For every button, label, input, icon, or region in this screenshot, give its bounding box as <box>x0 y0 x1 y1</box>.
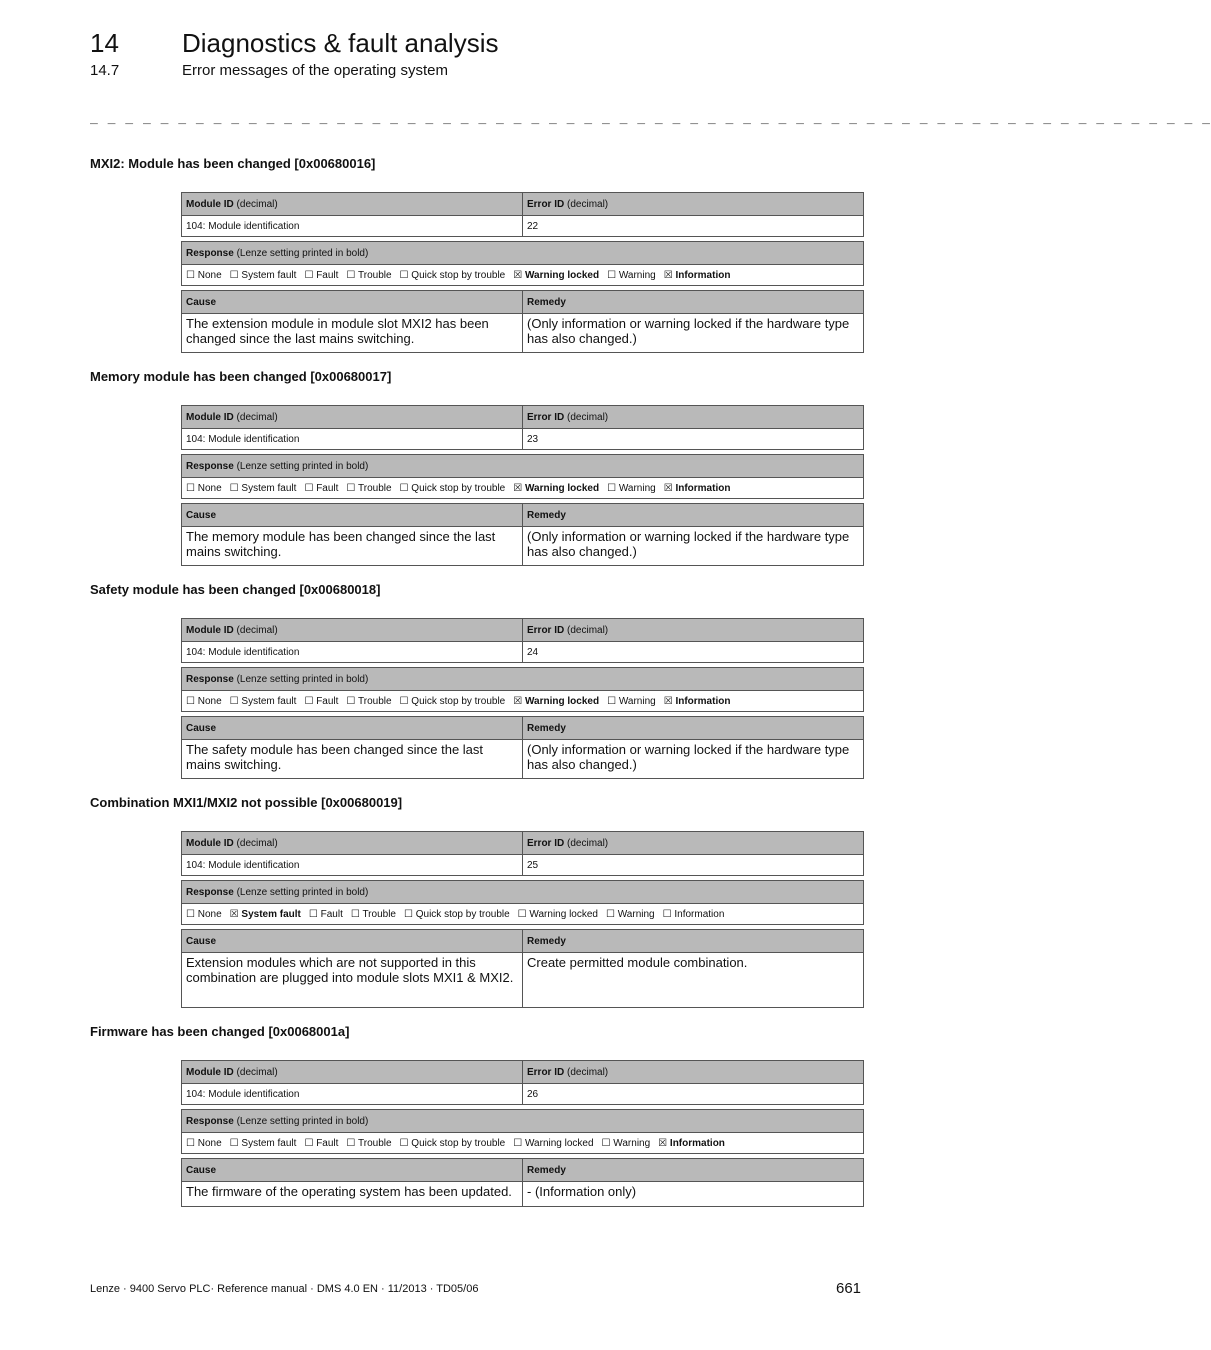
response-option-label: System fault <box>241 695 297 707</box>
response-option-label: Warning locked <box>524 269 600 281</box>
response-option-label: None <box>197 482 222 494</box>
response-option-label: Fault <box>316 482 339 494</box>
response-option <box>513 483 599 494</box>
remedy-text: Create permitted module combination. <box>523 953 864 1008</box>
response-option-label: Warning <box>618 695 656 707</box>
unchecked-box-icon: ☐ <box>229 695 239 707</box>
cause-header: Cause <box>182 717 523 740</box>
id-table <box>181 618 864 663</box>
response-option <box>607 483 656 494</box>
response-option-label: System fault <box>241 908 301 920</box>
response-option <box>186 483 222 494</box>
response-options <box>182 1133 864 1154</box>
response-options <box>182 478 864 499</box>
checked-box-icon: ☒ <box>513 482 523 494</box>
response-option <box>186 1138 222 1149</box>
cause-remedy-row <box>182 314 864 353</box>
response-option-label: Warning <box>618 269 656 281</box>
id-header-row <box>182 1061 864 1084</box>
response-header-row <box>182 668 864 691</box>
response-option <box>513 1138 593 1149</box>
response-option-label: None <box>197 1137 222 1149</box>
unchecked-box-icon: ☐ <box>186 1137 195 1149</box>
response-option-label: Information <box>675 482 731 494</box>
response-option <box>664 270 731 281</box>
response-options-row <box>182 691 864 712</box>
module-id-header-suffix: (decimal) <box>233 198 278 210</box>
unchecked-box-icon: ☐ <box>346 1137 356 1149</box>
cause-remedy-row <box>182 1182 864 1207</box>
response-option <box>346 270 391 281</box>
response-header-suffix: (Lenze setting printed in bold) <box>233 247 369 259</box>
error-id-header-bold: Error ID <box>527 837 565 849</box>
cause-remedy-table <box>181 503 864 566</box>
checked-box-icon: ☒ <box>663 269 673 281</box>
unchecked-box-icon: ☐ <box>229 1137 239 1149</box>
response-option <box>304 696 338 707</box>
response-option-label: Fault <box>316 695 339 707</box>
response-options-row <box>182 904 864 925</box>
response-option-label: Warning locked <box>524 482 600 494</box>
chapter-title: Diagnostics & fault analysis <box>182 28 499 58</box>
response-header-suffix: (Lenze setting printed in bold) <box>233 886 369 898</box>
module-id-header-bold: Module ID <box>186 411 234 423</box>
error-tables <box>181 192 864 353</box>
response-header <box>182 455 864 478</box>
error-id-header-bold: Error ID <box>527 624 565 636</box>
cause-header: Cause <box>182 504 523 527</box>
unchecked-box-icon: ☐ <box>601 1137 611 1149</box>
response-option <box>230 1138 297 1149</box>
response-option <box>304 483 338 494</box>
module-id-header-bold: Module ID <box>186 837 234 849</box>
unchecked-box-icon: ☐ <box>607 482 617 494</box>
error-tables <box>181 831 864 1008</box>
cause-remedy-header-row <box>182 504 864 527</box>
unchecked-box-icon: ☐ <box>513 1137 523 1149</box>
response-option-label: Quick stop by trouble <box>411 1137 506 1149</box>
remedy-header: Remedy <box>523 291 864 314</box>
response-header <box>182 881 864 904</box>
error-section <box>90 1024 864 1199</box>
response-option-label: Information <box>675 695 731 707</box>
cause-remedy-header-row <box>182 930 864 953</box>
unchecked-box-icon: ☐ <box>346 482 356 494</box>
error-section-title: Firmware has been changed [0x0068001a] <box>90 1024 350 1039</box>
response-option <box>658 1138 725 1149</box>
error-id-value: 22 <box>523 216 864 237</box>
response-option <box>664 696 731 707</box>
error-section <box>90 795 864 985</box>
error-section <box>90 582 864 772</box>
unchecked-box-icon: ☐ <box>304 695 314 707</box>
response-header-row <box>182 242 864 265</box>
response-table <box>181 880 864 925</box>
id-value-row <box>182 216 864 237</box>
response-header-bold: Response <box>186 460 234 472</box>
error-id-header-bold: Error ID <box>527 198 565 210</box>
response-header-row <box>182 1110 864 1133</box>
header-separator: _ _ _ _ _ _ _ _ _ _ _ _ _ _ _ _ _ _ _ _ _ _ _ _ _ _ _ _ _ _ _ _ _ _ _ _ _ _ _ _ _ _ _ _ _ _ _ _ _ _ _ _ _ _ _ _ _ _ _ _ _ _ _ _ <box>90 110 1211 125</box>
module-id-header-suffix: (decimal) <box>233 411 278 423</box>
response-header-bold: Response <box>186 673 234 685</box>
remedy-header: Remedy <box>523 1159 864 1182</box>
cause-remedy-table <box>181 290 864 353</box>
response-option-label: Quick stop by trouble <box>411 482 506 494</box>
response-option-label: Fault <box>320 908 343 920</box>
response-option-label: Trouble <box>362 908 396 920</box>
error-id-header <box>523 619 864 642</box>
error-tables <box>181 618 864 779</box>
response-option <box>346 1138 391 1149</box>
error-id-header-suffix: (decimal) <box>564 411 609 423</box>
error-id-header <box>523 406 864 429</box>
response-option <box>607 270 656 281</box>
unchecked-box-icon: ☐ <box>399 695 409 707</box>
unchecked-box-icon: ☐ <box>662 908 672 920</box>
module-id-value: 104: Module identification <box>182 642 523 663</box>
response-option-label: Warning locked <box>529 908 598 920</box>
chapter-number: 14 <box>90 28 119 58</box>
checked-box-icon: ☒ <box>663 482 673 494</box>
unchecked-box-icon: ☐ <box>186 908 195 920</box>
response-header-row <box>182 455 864 478</box>
response-option <box>664 483 731 494</box>
unchecked-box-icon: ☐ <box>186 482 195 494</box>
unchecked-box-icon: ☐ <box>399 269 409 281</box>
module-id-value: 104: Module identification <box>182 216 523 237</box>
response-option <box>400 483 506 494</box>
cause-text: The safety module has been changed since the last mains switching. <box>182 740 523 779</box>
id-header-row <box>182 193 864 216</box>
response-option <box>346 483 391 494</box>
response-table <box>181 241 864 286</box>
response-option <box>186 696 222 707</box>
response-option-label: Fault <box>316 1137 339 1149</box>
checked-box-icon: ☒ <box>513 269 523 281</box>
response-header-suffix: (Lenze setting printed in bold) <box>233 673 369 685</box>
response-options <box>182 904 864 925</box>
unchecked-box-icon: ☐ <box>517 908 527 920</box>
unchecked-box-icon: ☐ <box>607 269 617 281</box>
cause-text: The memory module has been changed since the last mains switching. <box>182 527 523 566</box>
error-id-value: 25 <box>523 855 864 876</box>
cause-remedy-header-row <box>182 1159 864 1182</box>
cause-remedy-header-row <box>182 717 864 740</box>
unchecked-box-icon: ☐ <box>229 482 239 494</box>
cause-remedy-row <box>182 527 864 566</box>
cause-remedy-table <box>181 929 864 1008</box>
error-id-header-suffix: (decimal) <box>564 837 609 849</box>
id-header-row <box>182 406 864 429</box>
response-option <box>606 909 655 920</box>
unchecked-box-icon: ☐ <box>346 695 356 707</box>
response-option <box>400 1138 506 1149</box>
unchecked-box-icon: ☐ <box>304 482 314 494</box>
unchecked-box-icon: ☐ <box>186 269 195 281</box>
page-number: 661 <box>836 1280 862 1297</box>
unchecked-box-icon: ☐ <box>607 695 617 707</box>
response-option-label: Trouble <box>358 482 392 494</box>
response-options-row <box>182 265 864 286</box>
cause-header: Cause <box>182 930 523 953</box>
id-table <box>181 192 864 237</box>
error-section-title: MXI2: Module has been changed [0x00680016] <box>90 156 376 171</box>
cause-remedy-row <box>182 953 864 1008</box>
unchecked-box-icon: ☐ <box>346 269 356 281</box>
error-section <box>90 156 864 346</box>
module-id-header <box>182 406 523 429</box>
response-header-suffix: (Lenze setting printed in bold) <box>233 1115 369 1127</box>
response-table <box>181 454 864 499</box>
response-header <box>182 242 864 265</box>
error-tables <box>181 1060 864 1207</box>
cause-remedy-row <box>182 740 864 779</box>
id-value-row <box>182 642 864 663</box>
cause-text: Extension modules which are not supported in this combination are plugged into module slots MXI1 & MXI2. <box>182 953 523 1008</box>
response-option-label: Trouble <box>358 269 392 281</box>
id-table <box>181 1060 864 1105</box>
response-header-row <box>182 881 864 904</box>
response-header <box>182 668 864 691</box>
error-section-title: Combination MXI1/MXI2 not possible [0x00680019] <box>90 795 403 810</box>
response-option <box>607 696 656 707</box>
module-id-header-suffix: (decimal) <box>233 837 278 849</box>
unchecked-box-icon: ☐ <box>304 269 314 281</box>
unchecked-box-icon: ☐ <box>399 1137 409 1149</box>
error-id-header <box>523 1061 864 1084</box>
response-option-label: Information <box>674 908 725 920</box>
response-option <box>663 909 725 920</box>
response-option <box>513 270 599 281</box>
remedy-text: - (Information only) <box>523 1182 864 1207</box>
module-id-header <box>182 193 523 216</box>
remedy-header: Remedy <box>523 930 864 953</box>
response-table <box>181 1109 864 1154</box>
response-option-label: System fault <box>241 482 297 494</box>
response-header-bold: Response <box>186 247 234 259</box>
module-id-header-suffix: (decimal) <box>233 624 278 636</box>
response-header <box>182 1110 864 1133</box>
response-option-label: Warning locked <box>524 1137 594 1149</box>
response-options <box>182 265 864 286</box>
module-id-value: 104: Module identification <box>182 855 523 876</box>
response-option <box>304 1138 338 1149</box>
response-option-label: System fault <box>241 1137 297 1149</box>
response-options-row <box>182 478 864 499</box>
module-id-header-bold: Module ID <box>186 1066 234 1078</box>
id-table <box>181 831 864 876</box>
response-option <box>513 696 599 707</box>
error-section <box>90 369 864 559</box>
id-header-row <box>182 832 864 855</box>
response-header-suffix: (Lenze setting printed in bold) <box>233 460 369 472</box>
remedy-text: (Only information or warning locked if the hardware type has also changed.) <box>523 527 864 566</box>
response-option-label: Trouble <box>358 695 392 707</box>
error-id-value: 23 <box>523 429 864 450</box>
response-option <box>186 909 222 920</box>
error-section-title: Memory module has been changed [0x00680017] <box>90 369 392 384</box>
error-id-header-suffix: (decimal) <box>564 1066 609 1078</box>
error-id-header-bold: Error ID <box>527 411 565 423</box>
response-option-label: Warning <box>617 908 655 920</box>
footer-text: Lenze · 9400 Servo PLC· Reference manual · DMS 4.0 EN · 11/2013 · TD05/06 <box>90 1283 479 1295</box>
response-option-label: Fault <box>316 269 339 281</box>
module-id-header-bold: Module ID <box>186 198 234 210</box>
response-table <box>181 667 864 712</box>
cause-remedy-table <box>181 716 864 779</box>
response-option-label: Warning locked <box>524 695 600 707</box>
unchecked-box-icon: ☐ <box>399 482 409 494</box>
cause-text: The firmware of the operating system has been updated. <box>182 1182 523 1207</box>
remedy-header: Remedy <box>523 504 864 527</box>
response-option <box>346 696 391 707</box>
unchecked-box-icon: ☐ <box>403 908 413 920</box>
unchecked-box-icon: ☐ <box>605 908 615 920</box>
id-value-row <box>182 429 864 450</box>
id-header-row <box>182 619 864 642</box>
error-tables <box>181 405 864 566</box>
module-id-header-suffix: (decimal) <box>233 1066 278 1078</box>
module-id-header <box>182 1061 523 1084</box>
response-header-bold: Response <box>186 886 234 898</box>
error-id-value: 24 <box>523 642 864 663</box>
cause-text: The extension module in module slot MXI2 has been changed since the last mains switching. <box>182 314 523 353</box>
response-option <box>309 909 343 920</box>
section-number: 14.7 <box>90 62 120 79</box>
error-id-header-bold: Error ID <box>527 1066 565 1078</box>
response-option-label: None <box>197 269 222 281</box>
response-option-label: Information <box>669 1137 725 1149</box>
response-option-label: Quick stop by trouble <box>415 908 510 920</box>
checked-box-icon: ☒ <box>229 908 239 920</box>
module-id-value: 104: Module identification <box>182 429 523 450</box>
response-option <box>230 909 301 920</box>
response-option <box>602 1138 651 1149</box>
module-id-value: 104: Module identification <box>182 1084 523 1105</box>
response-options-row <box>182 1133 864 1154</box>
response-option-label: Warning <box>618 482 656 494</box>
unchecked-box-icon: ☐ <box>229 269 239 281</box>
unchecked-box-icon: ☐ <box>304 1137 314 1149</box>
section-title: Error messages of the operating system <box>182 62 448 79</box>
module-id-header-bold: Module ID <box>186 624 234 636</box>
response-option <box>518 909 598 920</box>
response-option <box>230 270 297 281</box>
unchecked-box-icon: ☐ <box>186 695 195 707</box>
error-id-header-suffix: (decimal) <box>564 198 609 210</box>
cause-remedy-table <box>181 1158 864 1207</box>
error-id-header-suffix: (decimal) <box>564 624 609 636</box>
response-option <box>400 270 506 281</box>
remedy-header: Remedy <box>523 717 864 740</box>
response-option-label: None <box>197 908 222 920</box>
response-option <box>230 696 297 707</box>
error-id-value: 26 <box>523 1084 864 1105</box>
response-option-label: Trouble <box>358 1137 392 1149</box>
cause-header: Cause <box>182 291 523 314</box>
response-option <box>186 270 222 281</box>
module-id-header <box>182 619 523 642</box>
id-table <box>181 405 864 450</box>
response-option-label: Quick stop by trouble <box>411 269 506 281</box>
response-options <box>182 691 864 712</box>
checked-box-icon: ☒ <box>663 695 673 707</box>
response-option <box>351 909 396 920</box>
id-value-row <box>182 1084 864 1105</box>
unchecked-box-icon: ☐ <box>308 908 318 920</box>
response-option-label: Warning <box>613 1137 651 1149</box>
module-id-header <box>182 832 523 855</box>
response-option-label: System fault <box>241 269 297 281</box>
checked-box-icon: ☒ <box>513 695 523 707</box>
error-section-title: Safety module has been changed [0x00680018] <box>90 582 381 597</box>
checked-box-icon: ☒ <box>658 1137 668 1149</box>
response-option <box>400 696 506 707</box>
response-option <box>230 483 297 494</box>
error-id-header <box>523 832 864 855</box>
id-value-row <box>182 855 864 876</box>
error-id-header <box>523 193 864 216</box>
response-option-label: None <box>197 695 222 707</box>
response-header-bold: Response <box>186 1115 234 1127</box>
cause-remedy-header-row <box>182 291 864 314</box>
remedy-text: (Only information or warning locked if the hardware type has also changed.) <box>523 740 864 779</box>
unchecked-box-icon: ☐ <box>350 908 360 920</box>
response-option <box>304 270 338 281</box>
response-option <box>404 909 510 920</box>
response-option-label: Information <box>675 269 731 281</box>
cause-header: Cause <box>182 1159 523 1182</box>
response-option-label: Quick stop by trouble <box>411 695 506 707</box>
remedy-text: (Only information or warning locked if the hardware type has also changed.) <box>523 314 864 353</box>
